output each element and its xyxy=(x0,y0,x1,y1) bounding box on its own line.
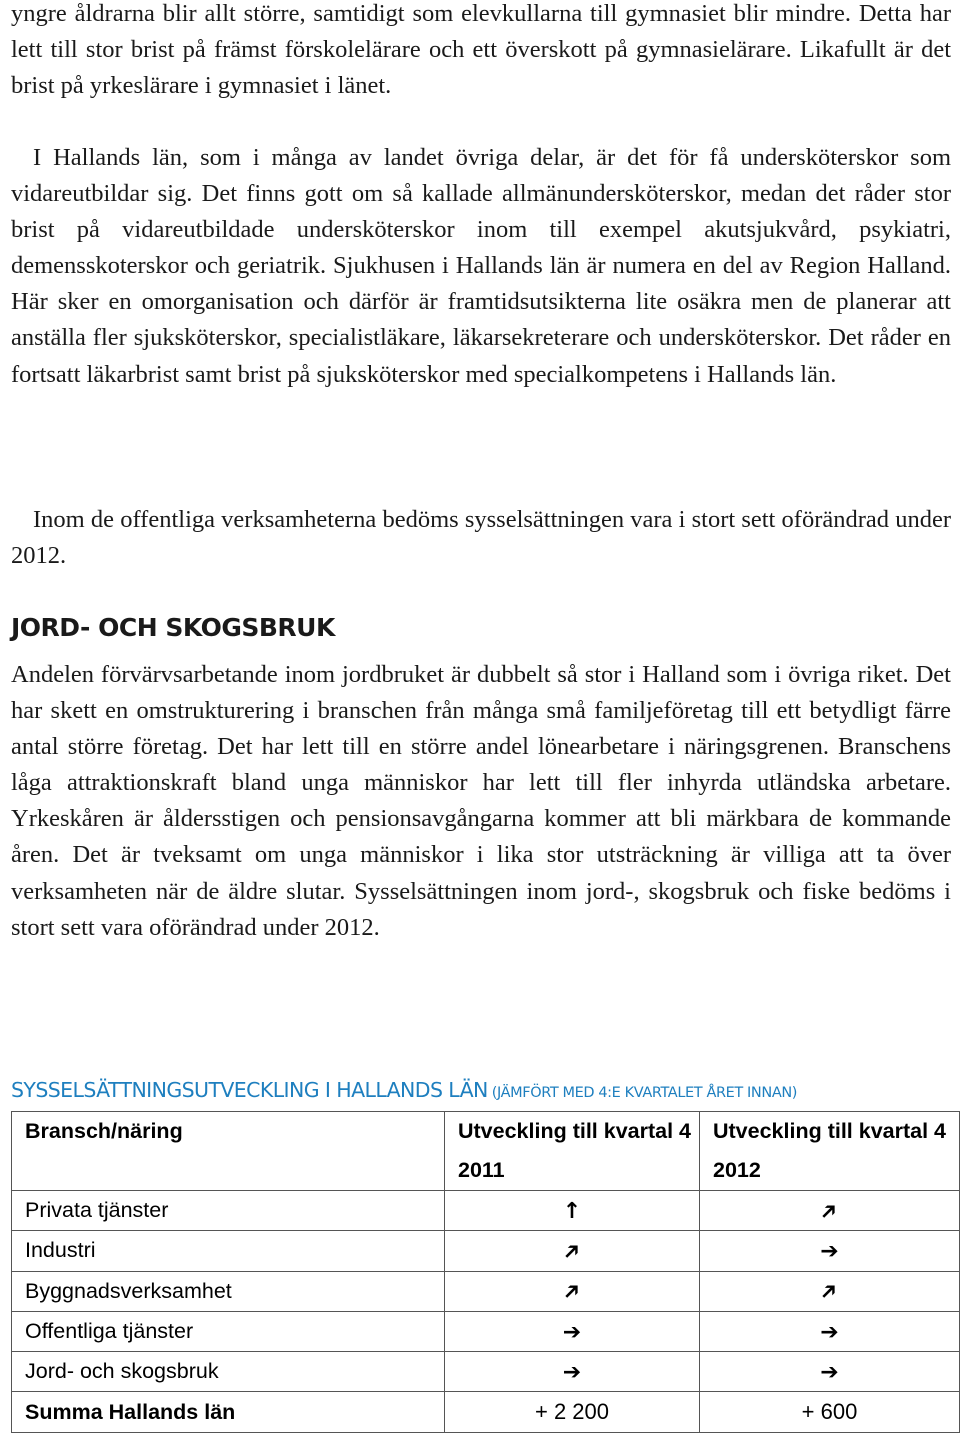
arrow-up-right-icon: ➔ xyxy=(556,1236,588,1267)
row-sector-name: Offentliga tjänster xyxy=(12,1311,445,1351)
paragraph-education: yngre åldrarna blir allt större, samtidigt som elevkullarna till gymnasiet blir mindre. Detta har lett till stor brist på främst förskolelärare och ett överskott på gymnasielärare. Likafullt är det brist på yrkeslärare i gymnasiet i länet. xyxy=(11,0,951,100)
paragraph-healthcare: I Hallands län, som i många av landet övriga delar, är det för få undersköterskor som vidareutbildar sig. Det finns gott om så kallade allmänundersköterskor, medan det råder stor brist på vidareutbildade undersköterskor inom till exempel akutsjukvård, psykiatri, demensskoterskor och geriatrik. Sjukhusen i Hallands län är numera en del av Region Halland. Här sker en omorganisation och därför är framtidsutsikterna lite osäkra men de planerar att anställa fler sjuksköterskor, specialistläkare, läkarsekreterare och undersköterskor. Det råder en fortsatt läkarbrist samt brist på sjuksköterskor med specialkompetens i Hallands län. xyxy=(11,144,951,388)
header-2012: Utveckling till kvartal 4 2012 xyxy=(700,1112,960,1191)
row-sector-name: Industri xyxy=(12,1231,445,1271)
table-header-row xyxy=(12,1112,960,1191)
arrow-up-right-icon: ➔ xyxy=(814,1195,845,1227)
arrow-right-icon: ➔ xyxy=(820,1359,839,1385)
arrow-up-right-icon: ➔ xyxy=(814,1276,845,1308)
header-2011: Utveckling till kvartal 4 2011 xyxy=(445,1112,700,1191)
arrow-right-icon: ➔ xyxy=(820,1319,839,1345)
row-sector-name: Byggnadsverksamhet xyxy=(12,1271,445,1311)
row-sector-name: Privata tjänster xyxy=(12,1191,445,1231)
arrow-up-icon: ↑ xyxy=(562,1198,582,1224)
arrow-right-icon: ➔ xyxy=(820,1238,839,1264)
arrow-right-icon: ➔ xyxy=(562,1359,582,1385)
header-sector: Bransch/näring xyxy=(12,1112,445,1191)
row-sector-name: Jord- och skogsbruk xyxy=(12,1352,445,1392)
table-title-main: SYSSELSÄTTNINGSUTVECKLING I HALLANDS LÄN xyxy=(11,1078,488,1102)
paragraph-agriculture: Andelen förvärvsarbetande inom jordbruket är dubbelt så stor i Halland som i övriga riket. Det har skett en omstrukturering i branschen från många små familjeföretag till ett betydligt färre antal större företag. Det har lett till en större andel lönearbetare i näringsgrenen. Branschens låga attraktionskraft bland unga människor har lett till fler inhyrda utländska arbetare. Yrkeskåren är åldersstigen och pensionsavgångarna kommer att bli märkbara de kommande åren. Det är tveksamt om unga människor i lika stor utsträckning är villiga att ta över verksamheten när de äldre slutar. Sysselsättningen inom jord-, skogsbruk och fiske bedöms i stort sett vara oförändrad under 2012. xyxy=(11,661,951,941)
sum-label: Summa Hallands län xyxy=(12,1392,445,1432)
table-row xyxy=(12,1271,960,1311)
table-row xyxy=(12,1352,960,1392)
arrow-up-right-icon: ➔ xyxy=(556,1276,588,1308)
sum-2012: + 600 xyxy=(700,1392,960,1432)
sum-2011: + 2 200 xyxy=(445,1392,700,1432)
table-sum-row xyxy=(12,1392,960,1432)
paragraph-public-sector: Inom de offentliga verksamheterna bedöms sysselsättningen vara i stort sett oförändrad under 2012. xyxy=(11,506,951,570)
table-row xyxy=(12,1311,960,1351)
arrow-right-icon: ➔ xyxy=(562,1319,582,1345)
section-heading: JORD- OCH SKOGSBRUK xyxy=(11,613,335,642)
table-title xyxy=(11,1078,797,1102)
table-row xyxy=(12,1191,960,1231)
employment-table xyxy=(11,1111,960,1433)
table-row xyxy=(12,1231,960,1271)
table-title-subtitle: (JÄMFÖRT MED 4:E KVARTALET ÅRET INNAN) xyxy=(491,1085,798,1101)
